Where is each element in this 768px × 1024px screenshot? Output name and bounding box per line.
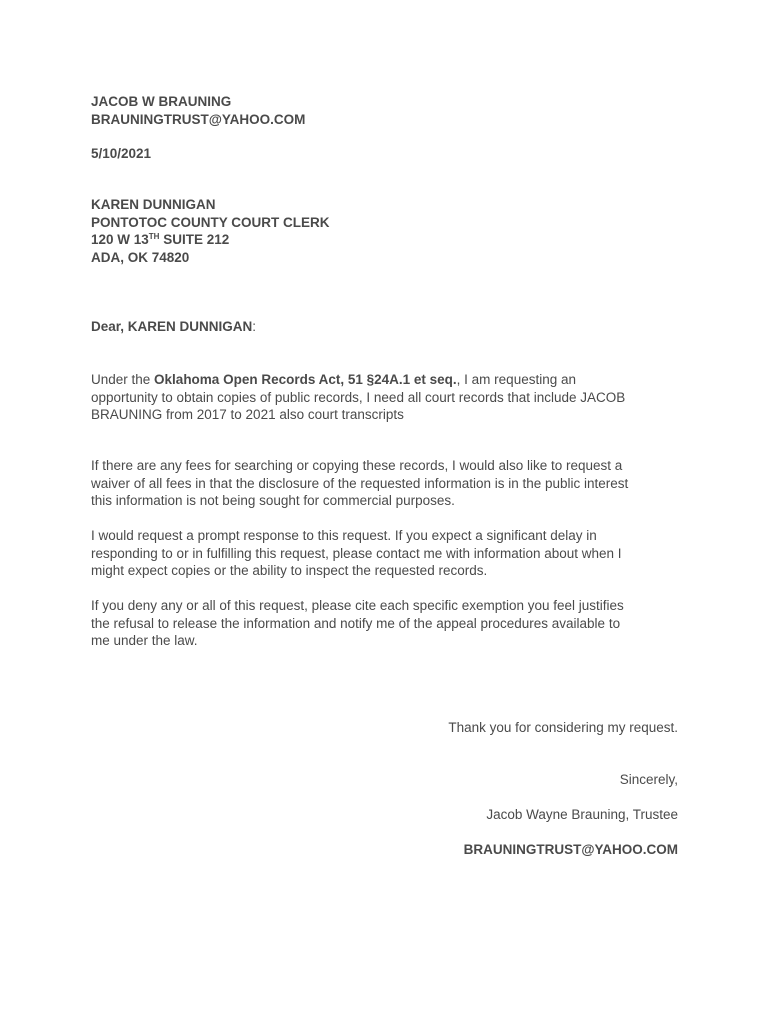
salutation: Dear, KAREN DUNNIGAN:	[91, 319, 257, 334]
paragraph-denial: If you deny any or all of this request, please cite each specific exemption you feel justifies the refusal to release the information and notify me of the appeal procedures available to me under the law.	[91, 598, 624, 648]
salutation-name: KAREN DUNNIGAN	[127, 319, 253, 334]
paragraph-fees: If there are any fees for searching or copying these records, I would also like to request a waiver of all fees in that the disclosure of the requested information is in the public interest this information is not being sought for commercial purposes.	[91, 458, 629, 508]
sender-block	[91, 93, 691, 128]
paragraph-request: Under the Oklahoma Open Records Act, 51 §24A.1 et seq., I am requesting an opportunity to obtain copies of public records, I need all court records that include JACOB BRAUNING from 2017 to 2021 also court transcripts	[91, 372, 626, 422]
signature-email: BRAUNINGTRUST@YAHOO.COM	[463, 842, 678, 857]
recipient-street: 120 W 13TH SUITE 212	[91, 232, 230, 247]
recipient-name: KAREN DUNNIGAN	[91, 197, 216, 212]
act-citation: Oklahoma Open Records Act, 51 §24A.1 et seq.	[154, 372, 457, 387]
signature-name: Jacob Wayne Brauning, Trustee	[486, 807, 678, 822]
letter-date: 5/10/2021	[91, 146, 152, 161]
sender-name: JACOB W BRAUNING	[91, 94, 232, 109]
paragraph-response: I would request a prompt response to this request. If you expect a significant delay in responding to or in fulfilling this request, please contact me with information about when I might expect copies or the ability to inspect the requested records.	[91, 528, 622, 578]
closing-sincerely: Sincerely,	[619, 772, 678, 787]
recipient-title: PONTOTOC COUNTY COURT CLERK	[91, 214, 330, 230]
closing-thanks: Thank you for considering my request.	[448, 720, 678, 735]
recipient-city: ADA, OK 74820	[91, 249, 190, 265]
recipient-block	[91, 196, 691, 266]
sender-email: BRAUNINGTRUST@YAHOO.COM	[91, 111, 306, 127]
